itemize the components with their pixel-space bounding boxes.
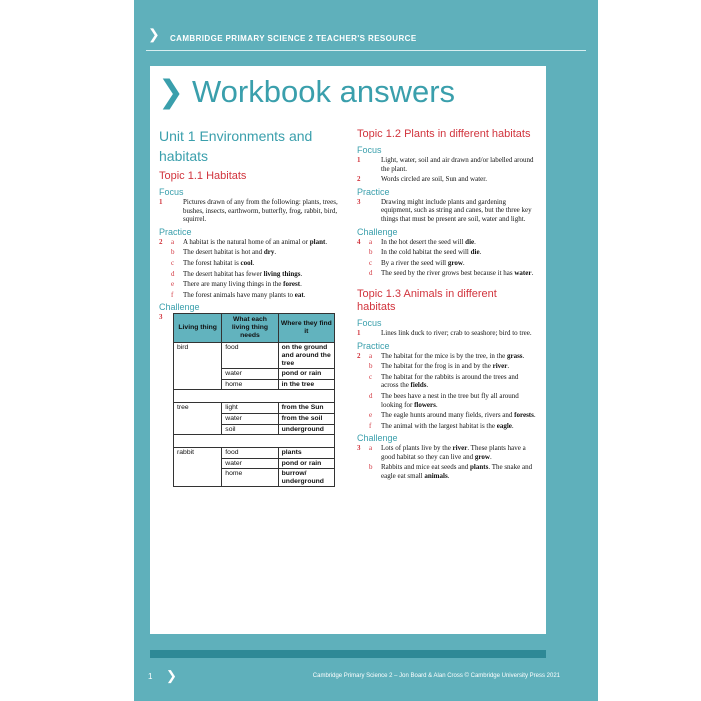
list-item xyxy=(159,238,347,247)
chevron-right-icon: ❯ xyxy=(166,668,177,683)
list-item xyxy=(357,463,537,480)
item-text: The desert habitat has fewer xyxy=(183,269,264,278)
need-cell: water xyxy=(222,413,278,424)
answer-word: forests xyxy=(514,411,534,420)
answer-word: flowers xyxy=(414,400,436,409)
item-letter: a xyxy=(369,237,373,246)
list-item xyxy=(357,392,537,409)
living-thing-cell: tree xyxy=(174,403,222,435)
running-header xyxy=(146,28,586,51)
topic-1-1-heading: Topic 1.1 Habitats xyxy=(159,170,247,182)
practice-list xyxy=(159,238,347,300)
chevron-right-icon: ❯ xyxy=(158,74,184,109)
place-cell: pond or rain xyxy=(278,458,334,469)
answer-word: eagle xyxy=(496,421,512,430)
answer-word: plant xyxy=(309,237,326,246)
item-text: . xyxy=(522,351,525,360)
challenge-list xyxy=(357,444,537,480)
page-content xyxy=(150,66,546,634)
place-cell: from the soil xyxy=(278,413,334,424)
item-text: . xyxy=(300,280,302,289)
table-spacer-cell xyxy=(174,435,335,448)
focus-label: Focus xyxy=(357,317,382,328)
chevron-right-icon: ❯ xyxy=(148,26,161,42)
item-text: . xyxy=(447,472,450,481)
question-number: 3 xyxy=(357,444,361,453)
list-item xyxy=(357,411,537,420)
table-row xyxy=(174,403,335,414)
list-item xyxy=(357,422,537,431)
list-item xyxy=(159,259,347,268)
item-text: By a river the seed will xyxy=(381,258,448,267)
item-text: . xyxy=(462,258,465,267)
page-sheet xyxy=(134,0,598,701)
item-text: The habitat for the frog is in and by the xyxy=(381,362,493,371)
item-letter: b xyxy=(369,463,373,472)
item-text: The seed by the river grows best because it has xyxy=(381,269,515,278)
list-item xyxy=(357,444,537,461)
answer-word: river xyxy=(492,362,508,371)
item-text: A habitat is the natural home of an animal or xyxy=(183,237,310,246)
list-item xyxy=(357,362,537,371)
item-letter: d xyxy=(171,269,175,278)
challenge-list xyxy=(357,238,537,278)
item-text: . xyxy=(511,421,514,430)
question-number: 3 xyxy=(159,313,163,322)
place-cell: on the ground and around the tree xyxy=(278,343,334,369)
answer-word: water xyxy=(514,269,532,278)
item-text: The habitat for the mice is by the tree, in the xyxy=(381,351,507,360)
answer-word: grass xyxy=(506,351,523,360)
list-item: 3 Drawing might include plants and gardening equipment, such as string and canes, but the three key things that must be present are soil, water and light. xyxy=(357,197,532,223)
item-text: In the cold habitat the seed will xyxy=(381,248,471,257)
list-item xyxy=(159,280,347,289)
item-letter: f xyxy=(171,290,174,299)
living-thing-cell: bird xyxy=(174,343,222,390)
habitat-table xyxy=(173,313,335,487)
living-thing-cell: rabbit xyxy=(174,448,222,487)
answer-word: animals xyxy=(424,472,448,481)
answer-word: eat xyxy=(294,290,304,299)
page-title: ❯ Workbook answers xyxy=(158,74,456,109)
topic-1-2-heading: Topic 1.2 Plants in different habitats xyxy=(357,128,531,140)
item-letter: d xyxy=(369,391,373,400)
item-text: . xyxy=(507,362,510,371)
footer-credit: Cambridge Primary Science 2 – Jon Board & Alan Cross © Cambridge University Press 2021 xyxy=(312,673,560,679)
page-number: 1 xyxy=(148,672,153,681)
right-column xyxy=(357,126,537,483)
answer-word: grow xyxy=(447,258,463,267)
unit-heading: Unit 1 Environments and habitats xyxy=(159,128,313,164)
place-cell: in the tree xyxy=(278,379,334,390)
header-title: CAMBRIDGE PRIMARY SCIENCE 2 TEACHER'S RESOURCE xyxy=(170,34,417,43)
list-item xyxy=(357,248,537,257)
item-text: The habitat for the rabbits is around the trees and across the xyxy=(381,372,519,390)
list-item xyxy=(357,238,537,247)
item-text: In the hot desert the seed will xyxy=(381,237,466,246)
item-text: . xyxy=(533,411,536,420)
item-letter: b xyxy=(369,362,373,371)
item-text: . The snake and eagle eat small xyxy=(381,463,533,481)
need-cell: water xyxy=(222,458,278,469)
answer-word: living things xyxy=(263,269,301,278)
answer-word: fields xyxy=(410,381,427,390)
place-cell: plants xyxy=(278,448,334,459)
item-text: Rabbits and mice eat seeds and xyxy=(381,463,471,472)
need-cell: food xyxy=(222,448,278,459)
item-text: . xyxy=(435,400,438,409)
list-item xyxy=(357,373,537,390)
list-item xyxy=(159,291,347,300)
need-cell: water xyxy=(222,369,278,380)
left-column xyxy=(159,126,347,487)
item-text: . These plants have a good habitat so they can live and xyxy=(381,444,526,461)
item-text: . xyxy=(426,381,429,390)
item-letter: a xyxy=(369,351,373,360)
list-item xyxy=(357,352,537,361)
item-text: . xyxy=(252,258,255,267)
item-text: The bees have a nest in the tree but fly all around looking for xyxy=(381,391,519,409)
practice-label: Practice xyxy=(159,226,192,237)
footer-bar xyxy=(150,650,546,658)
item-text: The desert habitat is hot and xyxy=(183,248,264,257)
table-spacer-row xyxy=(174,435,335,448)
practice-label: Practice xyxy=(357,186,390,197)
need-cell: home xyxy=(222,469,278,487)
table-row xyxy=(174,448,335,459)
item-letter: b xyxy=(171,248,175,257)
item-letter: d xyxy=(369,269,373,278)
item-text: The forest habitat is xyxy=(183,258,241,267)
item-letter: c xyxy=(369,372,373,381)
practice-list xyxy=(357,352,537,431)
answer-word: cool xyxy=(240,258,253,267)
item-text: . xyxy=(325,237,328,246)
list-item xyxy=(357,259,537,268)
need-cell: home xyxy=(222,379,278,390)
focus-label: Focus xyxy=(357,145,382,155)
question-number: 2 xyxy=(159,237,163,246)
list-item: 1 Light, water, soil and air drawn and/or labelled around the plant. xyxy=(357,156,534,173)
item-text: . xyxy=(531,269,534,278)
answer-word: die xyxy=(470,248,480,257)
table-header: Living thing xyxy=(174,314,222,343)
list-item: 1 Pictures drawn of any from the following: plants, trees, bushes, insects, earthworm, butterfly, frog, rabbit, bird, squirrel. xyxy=(159,198,338,224)
answer-word: grow xyxy=(474,452,490,461)
practice-label: Practice xyxy=(357,340,390,351)
item-text: The animal with the largest habitat is the xyxy=(381,421,497,430)
challenge-label: Challenge xyxy=(357,433,398,444)
item-text: . xyxy=(489,452,492,461)
list-item: 2 Words circled are soil, Sun and water. xyxy=(357,175,487,184)
question-number: 2 xyxy=(357,351,361,360)
need-cell: light xyxy=(222,403,278,414)
list-item xyxy=(159,270,347,279)
need-cell: soil xyxy=(222,424,278,435)
item-letter: c xyxy=(369,258,373,267)
table-header: Where they find it xyxy=(278,314,334,343)
item-text: . xyxy=(300,269,303,278)
topic-1-3-heading: Topic 1.3 Animals in different habitats xyxy=(357,287,497,313)
item-letter: f xyxy=(369,421,372,430)
item-letter: c xyxy=(171,258,175,267)
table-row xyxy=(174,343,335,369)
item-text: The eagle hunts around many fields, rivers and xyxy=(381,411,515,420)
answer-word: die xyxy=(465,237,475,246)
table-spacer-cell xyxy=(174,390,335,403)
habitat-table-wrap xyxy=(159,313,347,487)
need-cell: food xyxy=(222,343,278,369)
answer-word: forest xyxy=(283,280,301,289)
place-cell: burrow/ underground xyxy=(278,469,334,487)
item-letter: a xyxy=(369,444,373,453)
item-text: The forest animals have many plants to xyxy=(183,290,295,299)
focus-label: Focus xyxy=(159,187,184,197)
item-text: Lots of plants live by the xyxy=(381,444,453,453)
item-letter: a xyxy=(171,237,175,246)
item-text: There are many living things in the xyxy=(183,280,284,289)
question-number: 4 xyxy=(357,237,361,246)
challenge-label: Challenge xyxy=(159,302,200,313)
place-cell: from the Sun xyxy=(278,403,334,414)
answer-word: dry xyxy=(263,248,275,257)
item-text: . xyxy=(479,248,482,257)
challenge-label: Challenge xyxy=(357,226,398,237)
answer-word: river xyxy=(452,444,468,453)
item-letter: e xyxy=(171,280,175,289)
item-letter: b xyxy=(369,248,373,257)
item-letter: e xyxy=(369,411,373,420)
answer-word: plants xyxy=(470,463,489,472)
item-text: . xyxy=(274,248,277,257)
list-item xyxy=(357,269,537,278)
place-cell: underground xyxy=(278,424,334,435)
item-text: . xyxy=(474,237,476,246)
item-text: . xyxy=(303,290,306,299)
list-item xyxy=(159,248,347,257)
list-item: 1 Lines link duck to river; crab to seashore; bird to tree. xyxy=(357,328,532,337)
place-cell: pond or rain xyxy=(278,369,334,380)
table-spacer-row xyxy=(174,390,335,403)
table-header: What each living thing needs xyxy=(222,314,278,343)
